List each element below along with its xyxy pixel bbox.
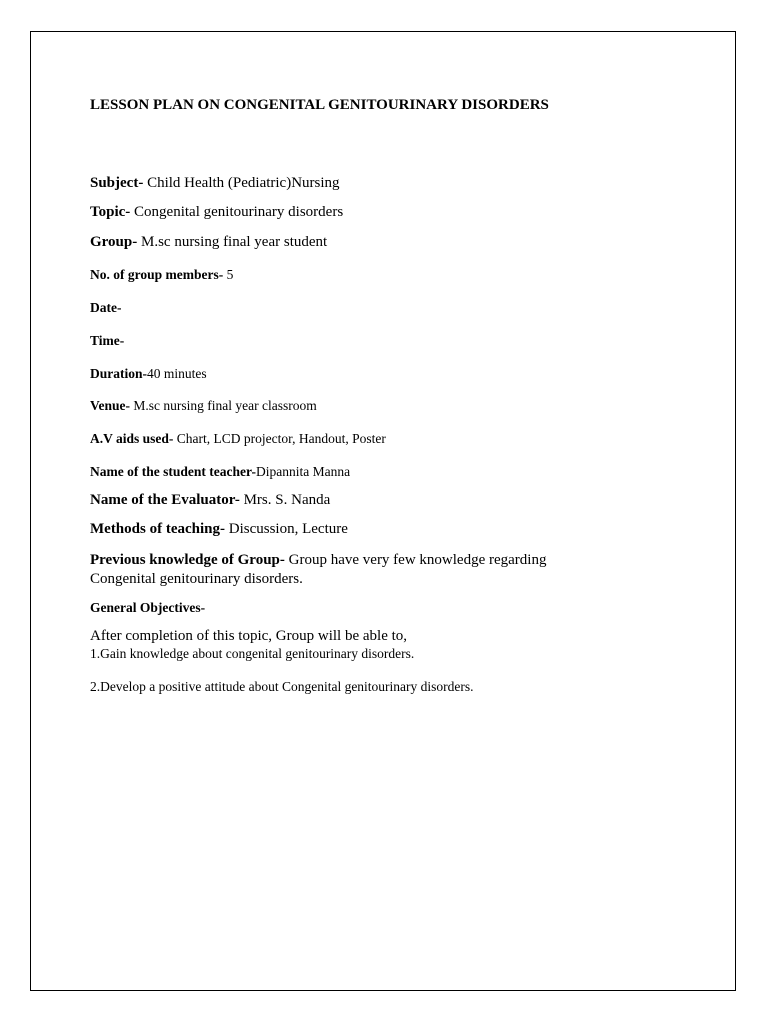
evaluator-field (90, 492, 330, 509)
topic-label: Topic- (90, 204, 131, 220)
topic-field (90, 204, 343, 221)
document-title: LESSON PLAN ON CONGENITAL GENITOURINARY DISORDERS (90, 97, 549, 113)
duration-label: Duration- (90, 366, 147, 381)
group-members-value: 5 (223, 267, 234, 282)
venue-label: Venue- (90, 398, 131, 413)
duration-field (90, 366, 207, 382)
av-aids-field (90, 431, 386, 447)
duration-value: 40 minutes (147, 366, 207, 381)
general-objectives-label: General Objectives- (90, 600, 206, 615)
evaluator-label: Name of the Evaluator- (90, 492, 240, 508)
objective-item: 2.Develop a positive attitude about Congenital genitourinary disorders. (90, 679, 474, 694)
group-label: Group- (90, 234, 138, 250)
methods-value: Discussion, Lecture (225, 521, 348, 537)
general-objectives-heading (90, 600, 205, 616)
subject-value: Child Health (Pediatric)Nursing (143, 175, 340, 191)
venue-field (90, 398, 317, 414)
time-label: Time- (90, 333, 125, 348)
objectives-intro: After completion of this topic, Group will be able to, (90, 628, 408, 644)
topic-value: Congenital genitourinary disorders (130, 204, 344, 220)
student-teacher-label: Name of the student teacher- (90, 464, 256, 479)
venue-value: M.sc nursing final year classroom (130, 398, 317, 413)
objective-item: 1.Gain knowledge about congenital genitourinary disorders. (90, 646, 415, 661)
previous-knowledge-value: Group have very few knowledge regarding Congenital genitourinary disorders. (90, 552, 547, 587)
group-members-field (90, 267, 233, 283)
av-aids-label: A.V aids used- (90, 431, 174, 446)
time-field (90, 333, 124, 349)
student-teacher-value: Dipannita Manna (255, 464, 351, 479)
evaluator-value: Mrs. S. Nanda (239, 492, 331, 508)
previous-knowledge-field (90, 551, 570, 589)
subject-label: Subject- (90, 175, 144, 191)
group-value: M.sc nursing final year student (137, 234, 328, 250)
subject-field (90, 175, 340, 192)
methods-field (90, 521, 348, 538)
date-label: Date- (90, 300, 122, 315)
methods-label: Methods of teaching- (90, 521, 225, 537)
group-members-label: No. of group members- (90, 267, 224, 282)
date-field (90, 300, 121, 316)
group-field (90, 234, 327, 251)
av-aids-value: Chart, LCD projector, Handout, Poster (173, 431, 386, 446)
previous-knowledge-label: Previous knowledge of Group- (90, 552, 285, 568)
student-teacher-field (90, 464, 350, 480)
